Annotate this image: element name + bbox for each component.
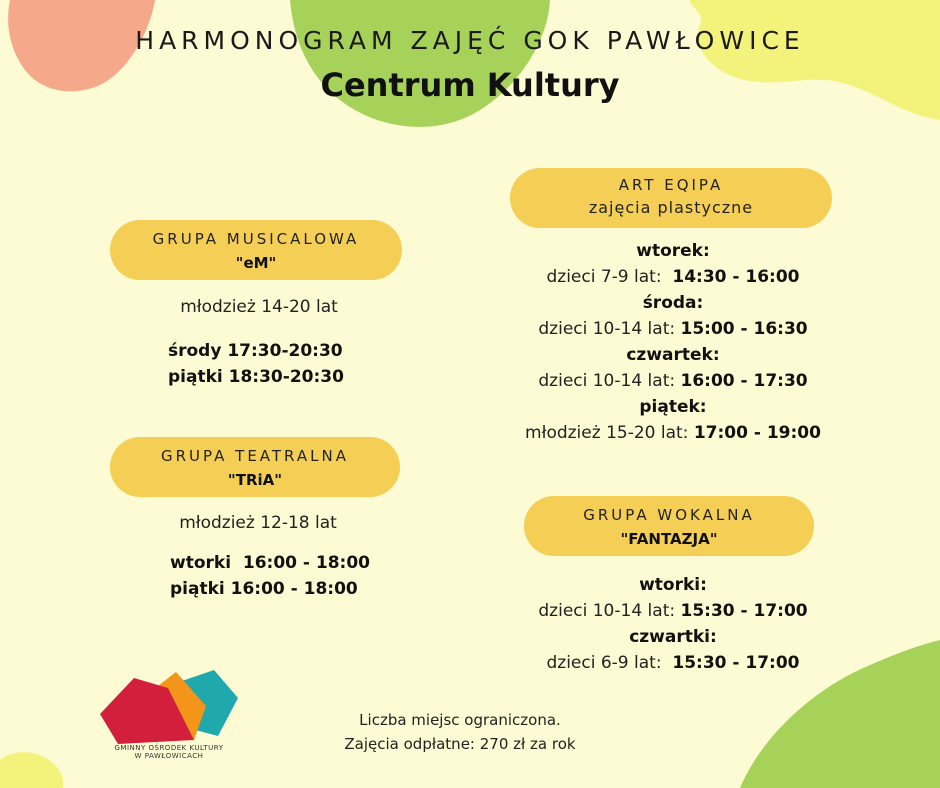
footer-line: Zajęcia odpłatne: 270 zł za rok — [344, 735, 576, 753]
art-group-name: ART EQIPA — [618, 176, 724, 194]
art-slot-time: 17:00 - 19:00 — [693, 423, 821, 443]
theatre-schedule-line: piątki 16:00 - 18:00 — [170, 579, 358, 599]
logo-caption — [96, 744, 242, 760]
art-day: piątek: — [639, 397, 707, 417]
vocal-schedule — [500, 572, 846, 676]
logo-caption-line: W PAWŁOWICACH — [134, 752, 204, 760]
art-schedule — [500, 238, 846, 446]
art-slot — [500, 368, 846, 394]
art-group-subtitle: zajęcia plastyczne — [588, 198, 754, 217]
art-day: wtorek: — [636, 241, 710, 261]
vocal-day: czwartki: — [629, 627, 717, 647]
vocal-group-name: GRUPA WOKALNA — [583, 506, 755, 524]
theatre-schedule — [170, 550, 370, 602]
art-slot-who: dzieci 10-14 lat: — [538, 319, 681, 339]
theatre-schedule-line: wtorki 16:00 - 18:00 — [170, 553, 370, 573]
musical-schedule-line: środy 17:30-20:30 — [168, 341, 343, 361]
art-slot-who: dzieci 7-9 lat: — [546, 267, 673, 287]
vocal-slot — [500, 650, 846, 676]
vocal-day: wtorki: — [639, 575, 707, 595]
art-slot-time: 15:00 - 16:30 — [680, 319, 808, 339]
musical-schedule-line: piątki 18:30-20:30 — [168, 367, 344, 387]
vocal-group-badge — [524, 496, 814, 556]
theatre-group-badge — [110, 437, 400, 497]
musical-group-label: "eM" — [235, 254, 277, 272]
musical-schedule — [168, 338, 344, 390]
art-slot-who: młodzież 15-20 lat: — [525, 423, 694, 443]
logo-caption-line: GMINNY OŚRODEK KULTURY — [114, 744, 224, 752]
theatre-group-name: GRUPA TEATRALNA — [161, 447, 349, 465]
footer-note — [300, 708, 620, 756]
green-blob — [290, 0, 550, 127]
musical-age: młodzież 14-20 lat — [180, 297, 338, 317]
theatre-group-label: "TRiA" — [227, 471, 283, 489]
page-title: HARMONOGRAM ZAJĘĆ GOK PAWŁOWICE — [135, 26, 805, 55]
art-slot-time: 16:00 - 17:30 — [680, 371, 808, 391]
vocal-group-label: "FANTAZJA" — [620, 530, 718, 548]
theatre-age: młodzież 12-18 lat — [179, 513, 337, 533]
art-slot-time: 14:30 - 16:00 — [672, 267, 800, 287]
art-day: czwartek: — [626, 345, 720, 365]
vocal-slot-who: dzieci 6-9 lat: — [546, 653, 673, 673]
page-subtitle: Centrum Kultury — [320, 66, 620, 104]
yellow-blob-bottom — [0, 752, 63, 788]
vocal-slot-time: 15:30 - 17:00 — [672, 653, 800, 673]
art-day: środa: — [642, 293, 704, 313]
logo-icon — [96, 668, 246, 748]
art-slot — [500, 264, 846, 290]
musical-group-name: GRUPA MUSICALOWA — [152, 230, 360, 248]
musical-group-badge — [110, 220, 402, 280]
art-slot-who: dzieci 10-14 lat: — [538, 371, 681, 391]
vocal-slot-who: dzieci 10-14 lat: — [538, 601, 681, 621]
vocal-slot-time: 15:30 - 17:00 — [680, 601, 808, 621]
footer-line: Liczba miejsc ograniczona. — [359, 711, 561, 729]
art-slot — [500, 316, 846, 342]
art-slot — [500, 420, 846, 446]
vocal-slot — [500, 598, 846, 624]
art-group-badge — [510, 168, 832, 228]
